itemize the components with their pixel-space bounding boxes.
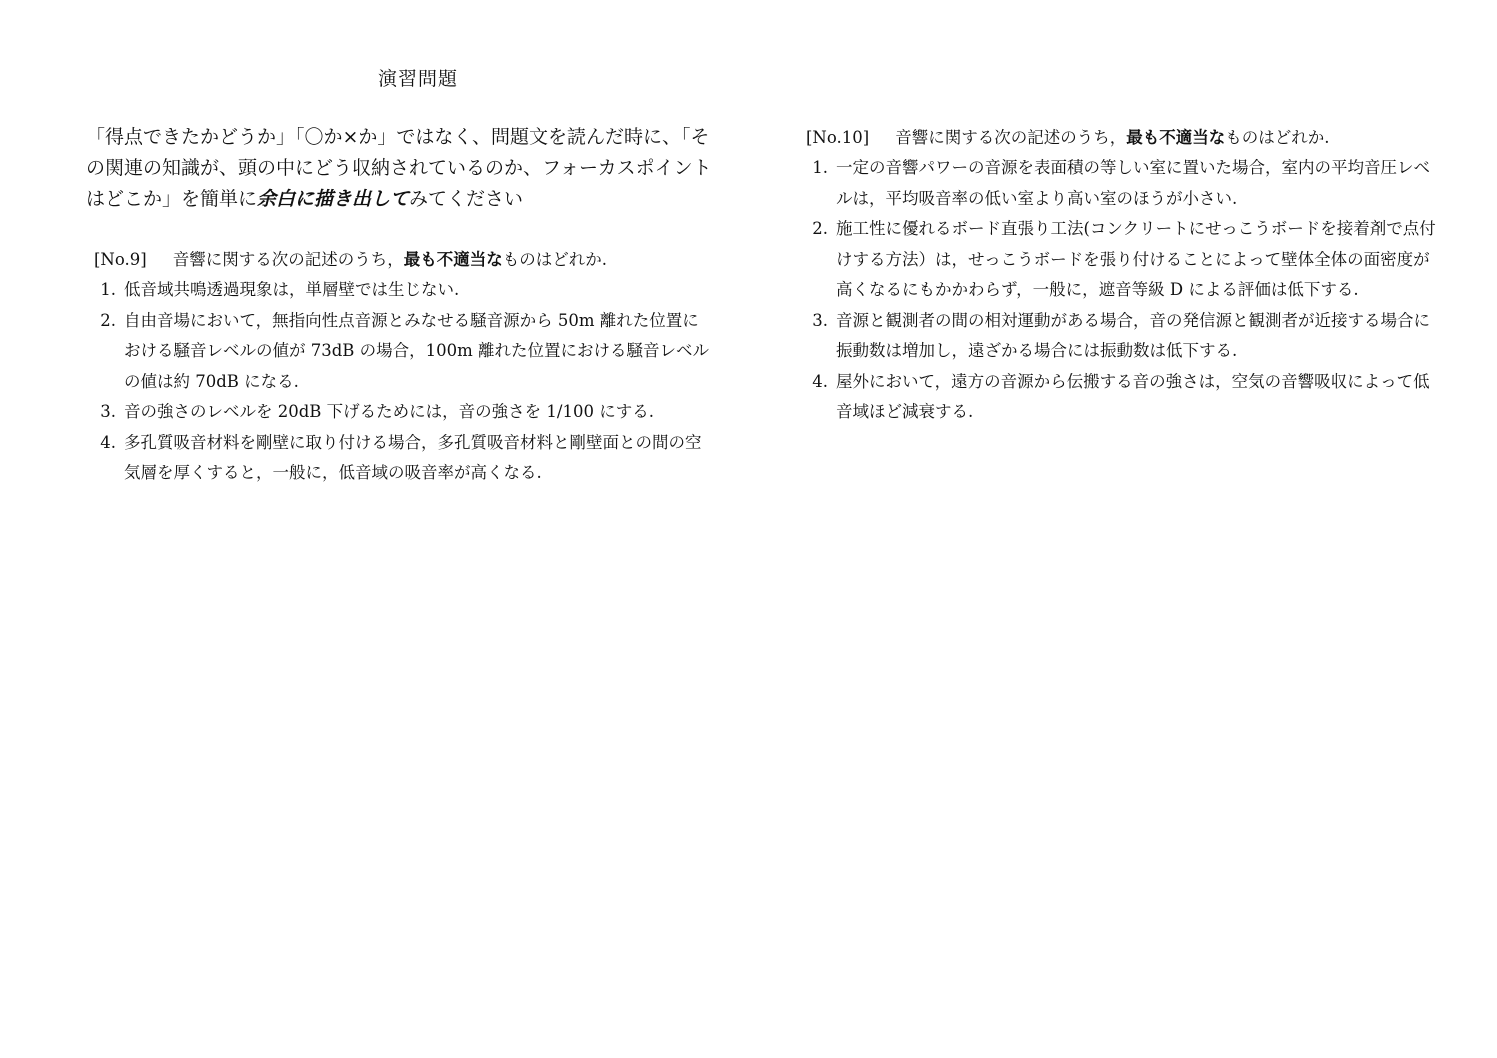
question-no9 <box>94 245 714 489</box>
choice-number: 4. <box>812 371 828 391</box>
choice-text: 音源と観測者の間の相対運動がある場合，音の発信源と観測者が近接する場合に振動数は増加し，遠ざかる場合には振動数は低下する. <box>836 310 1430 360</box>
choice-text: 施工性に優れるボード直張り工法(コンクリートにせっこうボードを接着剤で点付けする方法）は，せっこうボードを張り付けることによって壁体全体の面密度が高くなるにもかかわらず，一般に，遮音等級 D による評価は低下する. <box>836 219 1436 299</box>
choice-text: 低音域共鳴透過現象は，単層壁では生じない. <box>124 280 460 299</box>
choice-item <box>806 306 1436 367</box>
choice-text: 一定の音響パワーの音源を表面積の等しい室に置いた場合，室内の平均音圧レベルは，平均吸音率の低い室より高い室のほうが小さい. <box>836 158 1430 208</box>
instruction-part-2: みてください <box>409 188 524 210</box>
choice-number: 1. <box>100 280 116 299</box>
choice-item <box>94 428 714 489</box>
question-stem: 音響に関する次の記述のうち， <box>172 250 404 269</box>
choice-number: 3. <box>812 310 828 330</box>
choice-list <box>94 275 714 489</box>
question-header <box>806 123 1436 153</box>
choice-text: 多孔質吸音材料を剛壁に取り付ける場合，多孔質吸音材料と剛壁面との間の空気層を厚くすると，一般に，低音域の吸音率が高くなる. <box>124 432 702 482</box>
choice-text: 自由音場において，無指向性点音源とみなせる騒音源から 50m 離れた位置における騒音レベルの値が 73dB の場合，100m 離れた位置における騒音レベルの値は約 70dB になる. <box>124 310 710 391</box>
choice-item <box>94 275 714 306</box>
question-stem-end: ものはどれか. <box>1225 128 1330 147</box>
question-no10 <box>806 123 1436 428</box>
question-number: [No.10] <box>806 128 870 147</box>
choice-text: 屋外において，遠方の音源から伝搬する音の強さは，空気の音響吸収によって低音域ほど減衰する. <box>836 371 1430 421</box>
choice-item <box>806 153 1436 214</box>
question-stem: 音響に関する次の記述のうち， <box>895 128 1127 147</box>
instruction-emphasis: 余白に描き出して <box>257 188 410 210</box>
question-number: [No.9] <box>94 250 147 269</box>
choice-number: 3. <box>100 402 116 421</box>
choice-item <box>94 306 714 398</box>
choice-number: 1. <box>812 158 828 177</box>
question-stem-end: ものはどれか. <box>502 250 607 269</box>
question-stem-emphasis: 最も不適当な <box>403 250 503 269</box>
page-title: 演習問題 <box>378 68 459 90</box>
instruction-part-1: 「得点できたかどうか」「〇か×か」ではなく、問題文を読んだ時に、「その関連の知識が、頭の中にどう収納されているのか、フォーカスポイントはどこか」を簡単に <box>86 126 712 210</box>
choice-number: 2. <box>812 219 828 238</box>
question-header <box>94 245 714 275</box>
choice-item <box>806 367 1436 428</box>
question-stem-emphasis: 最も不適当な <box>1126 128 1226 147</box>
choice-number: 4. <box>100 432 116 452</box>
choice-list <box>806 153 1436 428</box>
choice-text: 音の強さのレベルを 20dB 下げるためには，音の強さを 1/100 にする. <box>124 402 654 421</box>
choice-number: 2. <box>100 310 116 330</box>
choice-item <box>806 214 1436 306</box>
choice-item <box>94 397 714 428</box>
instruction-text <box>86 122 716 215</box>
